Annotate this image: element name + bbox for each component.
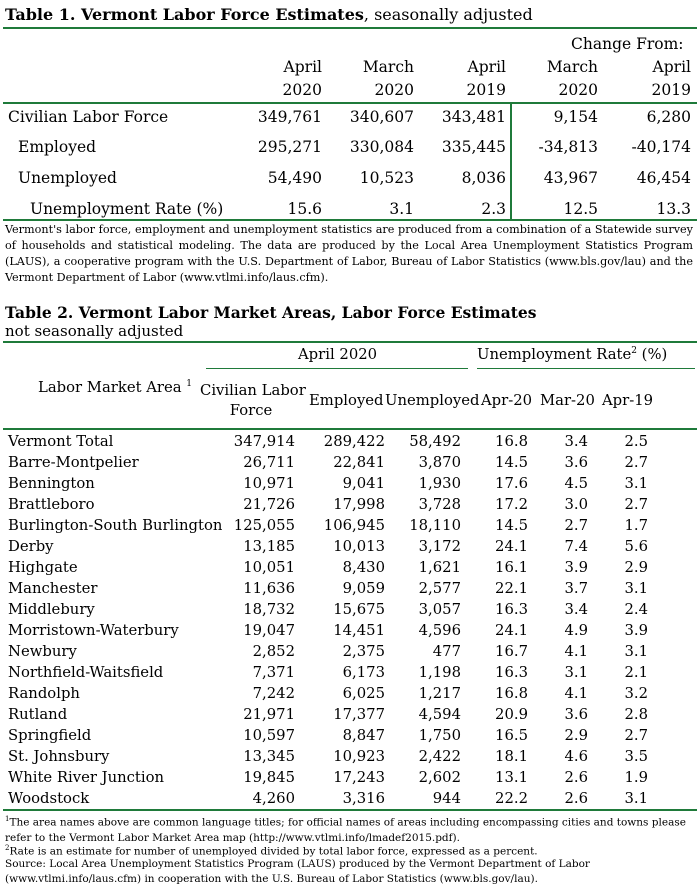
table2-cell: 3.1 [624,580,648,597]
table2-cell: 10,971 [243,475,295,492]
table2-cell: 3.1 [624,643,648,660]
table2-cell: 106,945 [323,517,385,534]
table2-cell: 2,602 [418,769,461,786]
table2-area-name: St. Johnsbury [8,748,110,765]
table2-area-name: Randolph [8,685,80,702]
table2-cell: 10,597 [243,727,295,744]
table2-cell: 1,621 [418,559,461,576]
table1-cell: 340,607 [349,108,414,126]
table2-cell: 4.5 [564,475,588,492]
table2-cell: 2,577 [418,580,461,597]
table2-cell: 13,185 [243,538,295,555]
table2-cell: 1,217 [418,685,461,702]
table2-cell: 3,316 [342,790,385,807]
table2-cell: 2.7 [564,517,588,534]
table1-col-header-top: March [546,58,598,76]
table2-area-name: Vermont Total [8,433,114,450]
table2-cell: 3.9 [564,559,588,576]
col-labor-market-area [38,379,192,396]
table1-header-rule [3,102,697,104]
table2-cell: 3.5 [624,748,648,765]
table2-cell: 2.9 [624,559,648,576]
table2-cell: 4,596 [418,622,461,639]
table2-cell: 17,243 [333,769,385,786]
table2-area-name: Bennington [8,475,95,492]
table2-cell: 1,930 [418,475,461,492]
table2-cell: 22.1 [495,580,528,597]
table2-cell: 19,047 [243,622,295,639]
col-area-sup: 1 [186,379,193,390]
group-rate-label: Unemployment Rate [477,346,632,363]
table2-cell: 347,914 [233,433,295,450]
change-from-label: Change From: [571,35,684,53]
table2-cell: 11,636 [243,580,295,597]
table2-area-name: Woodstock [8,790,90,807]
table2-cell: 24.1 [495,538,528,555]
table1-cell: 15.6 [287,200,322,218]
table2-cell: 3,728 [418,496,461,513]
table1-col-header-top: April [467,58,506,76]
table1-title [5,5,533,24]
table1-cell: 10,523 [359,169,414,187]
table2-cell: 17,377 [333,706,385,723]
table2-cell: 17,998 [333,496,385,513]
table1-cell: 12.5 [563,200,598,218]
table2-cell: 21,726 [243,496,295,513]
table2-cell: 2.4 [624,601,648,618]
table1-cell: 330,084 [349,138,414,156]
group-underline-rate [477,368,695,369]
table2-cell: 16.8 [495,685,528,702]
table2-cell: 4.1 [564,685,588,702]
table2-cell: 19,845 [243,769,295,786]
table2-area-name: Manchester [8,580,98,597]
table2-cell: 3.6 [564,706,588,723]
col-unemployed: Unemployed [385,392,480,409]
table2-cell: 3.9 [624,622,648,639]
table1-row-label: Unemployment Rate (%) [30,200,224,218]
table1-note: Vermont's labor force, employment and unemployment statistics are produced from a combination of a Statewide survey of households and statistical modeling. The data are produced by the Local Area Unemployment Statistics Program (LAUS), a cooperative program with the U.S. Department of Labor, Bureau of Labor Statistics (www.bls.gov/lau) and the Vermont Department of Labor (www.vtlmi.info/laus.cfm). [5,223,693,284]
table2-cell: 3.7 [564,580,588,597]
table2-cell: 9,059 [342,580,385,597]
table1-col-header-bottom: 2019 [651,81,691,99]
table2-cell: 1.7 [624,517,648,534]
footnote-2-text: Rate is an estimate for number of unemployed divided by total labor force, expressed as a percent. [9,845,538,858]
table1-cell: 46,454 [636,169,691,187]
table2-cell: 2,852 [252,643,295,660]
group-unemployment-rate [477,346,667,363]
table1-cell: -40,174 [631,138,691,156]
table2-area-name: Highgate [8,559,78,576]
table2-cell: 5.6 [624,538,648,555]
table1-title-bold: Table 1. Vermont Labor Force Estimates [5,5,364,24]
table2-cell: 21,971 [243,706,295,723]
table2-cell: 2.7 [624,496,648,513]
table2-cell: 6,173 [342,664,385,681]
table2-area-name: Brattleboro [8,496,95,513]
table2-header-rule [3,428,697,430]
table2-cell: 10,013 [333,538,385,555]
table2-cell: 13.1 [495,769,528,786]
table1-row-label: Civilian Labor Force [8,108,169,126]
table1-cell: 3.1 [389,200,414,218]
table2-cell: 18,732 [243,601,295,618]
table1-col-header-bottom: 2019 [466,81,506,99]
table1-row-label: Unemployed [18,169,117,187]
table1-col-header-top: April [283,58,322,76]
table2-cell: 16.5 [495,727,528,744]
table2-area-name: Derby [8,538,54,555]
table1-cell: 8,036 [461,169,506,187]
table1-col-header-top: April [652,58,691,76]
table2-cell: 10,051 [243,559,295,576]
table2-cell: 9,041 [342,475,385,492]
table2-cell: 2.5 [624,433,648,450]
table2-area-name: Morristown-Waterbury [8,622,179,639]
table2-cell: 22.2 [495,790,528,807]
col-mar20: Mar-20 [540,392,595,409]
table2-cell: 10,923 [333,748,385,765]
table2-cell: 20.9 [495,706,528,723]
table2-cell: 15,675 [333,601,385,618]
table1-top-rule [3,27,697,29]
table2-cell: 1,750 [418,727,461,744]
table2-cell: 477 [432,643,461,660]
table2-cell: 16.1 [495,559,528,576]
table2-cell: 4.6 [564,748,588,765]
table2-cell: 6,025 [342,685,385,702]
table2-cell: 17.2 [495,496,528,513]
table2-area-name: Middlebury [8,601,95,618]
col-civilian-labor-force [200,381,306,421]
table2-cell: 944 [432,790,461,807]
table2-cell: 3,172 [418,538,461,555]
table2-cell: 17.6 [495,475,528,492]
table2-cell: 4,260 [252,790,295,807]
footnote-1-sup: 1 [5,815,10,823]
group-rate-unit: (%) [636,346,668,363]
table2-area-name: Barre-Montpelier [8,454,139,471]
table2-cell: 3,057 [418,601,461,618]
col-apr19: Apr-19 [602,392,654,409]
table2-cell: 2.8 [624,706,648,723]
table2-area-name: Rutland [8,706,68,723]
table2-cell: 18,110 [409,517,461,534]
table1-cell: 295,271 [257,138,322,156]
table2-cell: 26,711 [243,454,295,471]
table2-cell: 8,847 [342,727,385,744]
table2-area-name: Burlington-South Burlington [8,517,223,534]
col-apr20: Apr-20 [481,392,533,409]
table2-cell: 3.1 [624,475,648,492]
footnote-3: Source: Local Area Unemployment Statistics Program (LAUS) produced by the Vermont Department of Labor (www.vtlmi.info/laus.cfm) in cooperation with the U.S. Bureau of Labor Statistics (www.bls.gov/lau). [5,858,590,885]
table2-cell: 24.1 [495,622,528,639]
col-area-label: Labor Market Area [38,379,182,396]
table2-cell: 2.7 [624,727,648,744]
table2-cell: 14,451 [333,622,385,639]
table1-row-label: Employed [18,138,97,156]
table2-cell: 3,870 [418,454,461,471]
table2-cell: 1,198 [418,664,461,681]
table2-cell: 4.1 [564,643,588,660]
table2-cell: 4.9 [564,622,588,639]
table2-cell: 125,055 [233,517,295,534]
table1-col-header-bottom: 2020 [282,81,322,99]
table2-cell: 2.6 [564,769,588,786]
table2-area-name: Newbury [8,643,77,660]
col-clf-line1: Civilian Labor [200,382,306,399]
table2-cell: 14.5 [495,517,528,534]
col-clf-line2: Force [229,402,273,419]
table2-cell: 8,430 [342,559,385,576]
table1-cell: -34,813 [538,138,598,156]
table2-cell: 2.7 [624,454,648,471]
table2-area-name: Springfield [8,727,92,744]
table2-cell: 3.0 [564,496,588,513]
table2-area-name: Northfield-Waitsfield [8,664,164,681]
table2-cell: 7,242 [252,685,295,702]
table2-title: Table 2. Vermont Labor Market Areas, Labor Force Estimates [5,303,537,322]
table1-cell: 9,154 [553,108,598,126]
table2-cell: 289,422 [323,433,385,450]
table2-cell: 2.1 [624,664,648,681]
table2-cell: 22,841 [333,454,385,471]
table1-divider [510,102,512,220]
table2-cell: 2,375 [342,643,385,660]
table2-bottom-rule [3,809,697,811]
footnote-2-sup: 2 [5,844,10,852]
table2-subtitle: not seasonally adjusted [5,322,184,340]
table1-cell: 54,490 [267,169,322,187]
table2-cell: 16.3 [495,601,528,618]
group-rate-sup: 2 [631,346,637,357]
table2-cell: 1.9 [624,769,648,786]
table2-top-rule [3,341,697,343]
table1-cell: 349,761 [257,108,322,126]
table1-col-header-bottom: 2020 [558,81,598,99]
group-april-2020: April 2020 [298,346,378,363]
footnote-1-text: The area names above are common language titles; for official names of areas including encompassing cities and towns please refer to the Vermont Labor Market Area map (http://www.vtlmi.info/lmadef2015.pdf). [5,816,686,844]
table2-area-name: White River Junction [8,769,165,786]
table2-cell: 3.2 [624,685,648,702]
table1-cell: 343,481 [441,108,506,126]
table1-bottom-rule [3,219,697,221]
table2-cell: 3.4 [564,433,588,450]
table2-cell: 3.6 [564,454,588,471]
table2-cell: 2.6 [564,790,588,807]
table2-cell: 3.1 [624,790,648,807]
table2-cell: 58,492 [409,433,461,450]
table1-cell: 335,445 [441,138,506,156]
table1-col-header-top: March [362,58,414,76]
table1-col-header-bottom: 2020 [374,81,414,99]
table2-cell: 3.1 [564,664,588,681]
table2-cell: 13,345 [243,748,295,765]
table2-cell: 3.4 [564,601,588,618]
table2-cell: 4,594 [418,706,461,723]
table2-cell: 16.8 [495,433,528,450]
table2-cell: 16.3 [495,664,528,681]
table2-cell: 7.4 [564,538,588,555]
col-employed: Employed [309,392,384,409]
table2-cell: 2.9 [564,727,588,744]
table1-cell: 6,280 [646,108,691,126]
table2-cell: 16.7 [495,643,528,660]
group-underline-april [206,368,468,369]
table2-cell: 2,422 [418,748,461,765]
table1-cell: 43,967 [543,169,598,187]
table2-cell: 14.5 [495,454,528,471]
table1-cell: 2.3 [481,200,506,218]
table2-cell: 7,371 [252,664,295,681]
table1-cell: 13.3 [656,200,691,218]
table2-cell: 18.1 [495,748,528,765]
table1-title-rest: , seasonally adjusted [363,5,533,24]
